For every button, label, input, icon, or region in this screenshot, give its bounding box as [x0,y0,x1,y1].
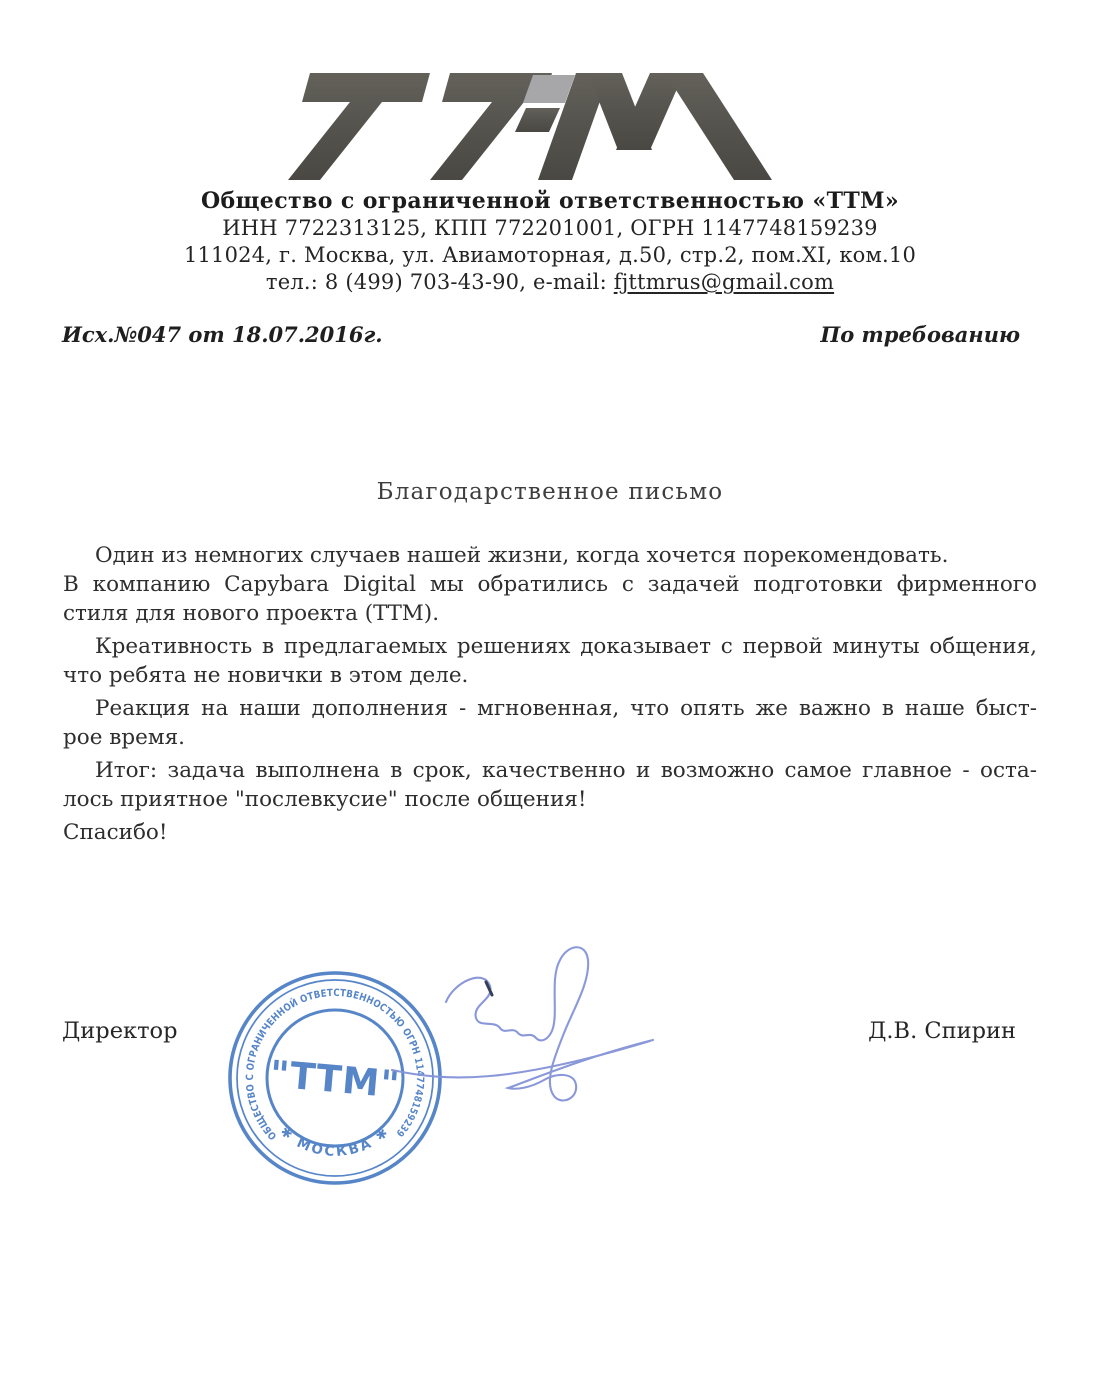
paragraph-line: рое время. [63,725,185,750]
paragraph-line: Один из немногих случаев нашей жизни, когда хочется порекомендовать. [95,543,949,568]
paragraph-line: Итог: задача выполнена в срок, качественно и возможно самое главное - оста- [95,758,1037,783]
email-text: fjttmrus@gmail.com [613,270,835,294]
paragraph [63,694,1037,752]
signer-name: Д.В. Спирин [868,1018,1016,1044]
paragraph [63,756,1037,814]
stamp-city-text: ✱ МОСКВА ✱ [276,1123,394,1161]
addressee-label: По требованию [820,322,1020,347]
paragraph-line: В компанию Capybara Digital мы обратились с задачей подготовки фирменного [63,572,1037,597]
stamp-ring-text: ОБЩЕСТВО С ОГРАНИЧЕННОЙ ОТВЕТСТВЕННОСТЬЮ ОГРН 1147748159239 [244,987,426,1142]
letterhead [0,0,1100,296]
svg-text:✱ МОСКВА ✱ [277,1124,394,1160]
paragraph-line: стиля для нового проекта (ТТМ). [63,601,440,626]
ttm-logo-mark [280,50,820,185]
director-label: Директор [62,1018,178,1044]
paragraph [63,541,1037,628]
company-ids: ИНН 7722313125, КПП 772201001, ОГРН 1147748159239 [222,216,878,240]
outgoing-number: Исх.№047 от 18.07.2016г. [62,322,383,347]
stamp-center-text: "ТТМ" [267,1052,403,1107]
letter-body [63,541,1037,847]
paragraph-line: Реакция на наши дополнения - мгновенная, что опять же важно в наше быст- [95,696,1037,721]
paragraph-line: лось приятное "послевкусие" после общения! [63,787,587,812]
handwritten-signature [388,938,673,1138]
paragraph [63,632,1037,690]
paragraph-line: Спасибо! [63,820,168,845]
reference-row [0,322,1100,347]
company-logo [280,50,820,185]
contacts-text: тел.: 8 (499) 703-43-90, e-mail: [265,270,614,294]
company-address: 111024, г. Москва, ул. Авиамоторная, д.50, стр.2, пом.XI, ком.10 [183,243,917,267]
letter-title: Благодарственное письмо [376,479,724,505]
paragraph-line: Креативность в предлагаемых решениях доказывает с первой минуты общения, [95,634,1037,659]
company-contacts [0,269,1100,296]
paragraph-line: что ребята не новички в этом деле. [63,663,469,688]
paragraph [63,818,1037,847]
company-name: Общество с ограниченной ответственностью «ТТМ» [200,188,900,214]
